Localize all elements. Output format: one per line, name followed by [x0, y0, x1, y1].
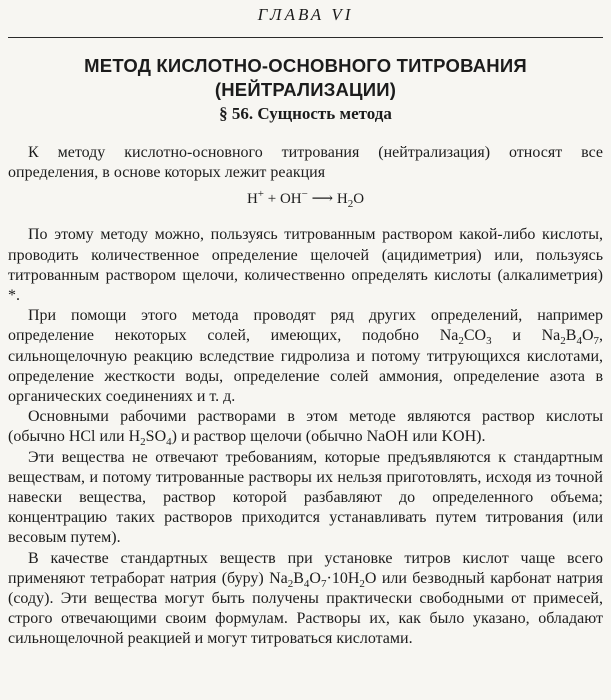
- chapter-title-line-1: МЕТОД КИСЛОТНО-ОСНОВНОГО ТИТРОВАНИЯ: [84, 55, 527, 76]
- paragraph-other-determinations: [8, 306, 603, 407]
- p4-text-2: SO: [145, 428, 167, 446]
- p6-text-2: B: [293, 569, 304, 587]
- paragraph-intro: К методу кислотно-основного титрования (нейтрализация) относят все определения, в основе которых лежит реакция: [8, 144, 603, 182]
- chapter-heading: ГЛАВА VI: [257, 5, 354, 24]
- p3-sub-3: 2: [560, 335, 566, 348]
- p3-text-3: и Na: [491, 327, 561, 345]
- formula-water-sub: 2: [347, 198, 354, 211]
- p6-sub-3: 7: [320, 578, 327, 591]
- p4-sub-1: 2: [140, 436, 146, 449]
- p6-text-1: В качестве стандартных веществ при установке титров кислот чаще всего применяют тетраборат натрия (буру) Na: [8, 549, 603, 587]
- reaction-formula: [8, 189, 603, 209]
- p4-text-1: Основными рабочими растворами в этом методе являются раствор кислоты (обычно HCl или H: [8, 408, 603, 446]
- formula-oh: OH: [279, 191, 302, 208]
- formula-water-o: O: [353, 191, 365, 208]
- p6-text-5: O или безводный карбонат натрия (соду). Эти вещества могут быть получены практически свободными от примесей, строго отвечающими своим формулам. Растворы их, как было указано, обладают сильнощелочной реакцией и могут титроваться кислотами.: [8, 569, 603, 648]
- p6-sub-4: 2: [359, 578, 365, 591]
- formula-oh-charge: −: [301, 188, 308, 201]
- formula-h-charge: +: [257, 188, 264, 201]
- chapter-title-line-2: (НЕЙТРАЛИЗАЦИИ): [214, 79, 397, 100]
- p3-sub-2: 3: [486, 335, 492, 348]
- p6-text-3: O: [309, 569, 321, 587]
- formula-plus: +: [264, 191, 280, 208]
- p3-text-5: O: [581, 327, 594, 345]
- p4-sub-2: 4: [166, 436, 172, 449]
- p6-text-4: ·10H: [326, 569, 360, 587]
- formula-water-h: H: [336, 191, 348, 208]
- p3-text-4: B: [565, 327, 577, 345]
- p3-text-1: При помощи этого метода проводят ряд других определений, например определение некоторых солей, имеющих, подобно Na: [8, 307, 603, 345]
- paragraph-standard-substances: [8, 549, 603, 650]
- header-rule: [8, 37, 603, 38]
- section-heading: § 56. Сущность метода: [219, 104, 392, 123]
- p4-text-3: ) и раствор щелочи (обычно NaOH или KOH).: [171, 428, 486, 446]
- formula-arrow: ⟶: [307, 191, 337, 208]
- p6-sub-2: 4: [303, 578, 310, 591]
- p3-text-2: CO: [463, 327, 487, 345]
- p6-sub-1: 2: [287, 578, 294, 591]
- paragraph-standards-requirements: Эти вещества не отвечают требованиям, которые предъявляются к стандартным веществам, и потому титрованные растворы их нельзя приготовлять, исходя из точной навески вещества, раствор которой разбавляют до определенного объема; концентрацию таких растворов приходится устанавливать путем титрования (или весовым путем).: [8, 448, 603, 547]
- paragraph-working-solutions: [8, 407, 603, 447]
- paragraph-method-use: По этому методу можно, пользуясь титрованным раствором какой-либо кислоты, проводить количественное определение щелочей (ацидиметрия) или, пользуясь титрованным раствором щелочи, количественно определять кислоты (алкалиметрия) *.: [8, 226, 603, 305]
- p3-text-6: , сильнощелочную реакцию вследствие гидролиза и потому титрующихся кислотами, определение жесткости воды, определение солей аммония, определение азота в органических соединениях и т. д.: [8, 327, 604, 406]
- p3-sub-4: 4: [576, 335, 582, 348]
- formula-h: H: [246, 191, 258, 208]
- p3-sub-5: 7: [593, 335, 600, 348]
- p3-sub-1: 2: [458, 335, 464, 348]
